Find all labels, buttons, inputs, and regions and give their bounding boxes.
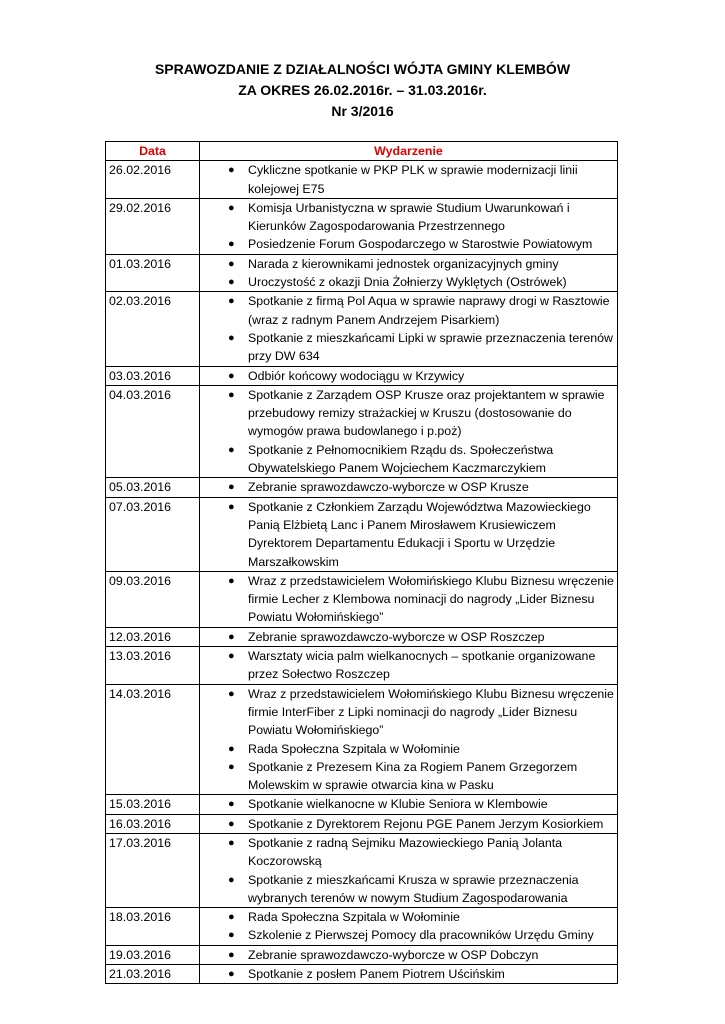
row-date: 15.03.2016 [106, 795, 200, 814]
table-row [106, 647, 618, 685]
event-text: Cykliczne spotkanie w PKP PLK w sprawie modernizacji linii kolejowej E75 [248, 163, 578, 196]
row-events [200, 571, 618, 627]
table-row [106, 627, 618, 646]
list-item [228, 740, 617, 758]
row-date: 21.03.2016 [106, 965, 200, 984]
row-date: 01.03.2016 [106, 254, 200, 292]
event-text: Spotkanie wielkanocne w Klubie Seniora w Klembowie [248, 797, 548, 812]
row-events [200, 647, 618, 685]
event-list [203, 908, 617, 945]
table-row [106, 571, 618, 627]
bullet-icon: ● [228, 836, 235, 849]
bullet-icon: ● [228, 574, 235, 587]
table-row [106, 198, 618, 254]
table-row [106, 833, 618, 907]
list-item [228, 161, 617, 198]
event-text: Spotkanie z Dyrektorem Rejonu PGE Panem Jerzym Kosiorkiem [248, 816, 604, 831]
row-events [200, 198, 618, 254]
event-text: Spotkanie z mieszkańcami Lipki w sprawie przeznaczenia terenów przy DW 634 [248, 330, 614, 364]
table-row [106, 292, 618, 366]
event-text: Posiedzenie Forum Gospodarczego w Starostwie Powiatowym [248, 237, 593, 252]
table-header-row [106, 142, 618, 161]
report-title [0, 59, 725, 122]
list-item [228, 498, 617, 571]
list-item [228, 647, 617, 684]
row-events [200, 908, 618, 946]
row-events [200, 385, 618, 477]
event-list [203, 815, 617, 833]
list-item [228, 965, 617, 983]
column-header-event: Wydarzenie [200, 142, 618, 161]
bullet-icon: ● [228, 164, 235, 177]
table-row [106, 684, 618, 795]
event-text: Uroczystość z okazji Dnia Żołnierzy Wyklętych (Ostrówek) [248, 275, 567, 290]
row-date: 09.03.2016 [106, 571, 200, 627]
row-date: 18.03.2016 [106, 908, 200, 946]
event-text: Warsztaty wicia palm wielkanocnych – spotkanie organizowane przez Sołectwo Roszczep [248, 649, 596, 682]
table-row [106, 965, 618, 984]
event-text: Wraz z przedstawicielem Wołomińskiego Klubu Biznesu wręczenie firmie InterFiber z Lipki nominacji do nagrody „Lider Biznesu Powiatu Wołomińskiego” [248, 686, 614, 738]
list-item [228, 871, 617, 908]
row-events [200, 684, 618, 795]
event-text: Spotkanie z Pełnomocnikiem Rządu ds. Społeczeństwa Obywatelskiego Panem Wojciechem Kaczmarczykiem [248, 442, 554, 476]
list-item [228, 946, 617, 964]
row-events [200, 254, 618, 292]
bullet-icon: ● [228, 443, 235, 456]
row-date: 13.03.2016 [106, 647, 200, 685]
row-events [200, 795, 618, 814]
events-table [105, 141, 618, 984]
event-list [203, 965, 617, 983]
bullet-icon: ● [228, 331, 235, 344]
bullet-icon: ● [228, 238, 235, 251]
table-row [106, 161, 618, 199]
title-line-3: Nr 3/2016 [331, 103, 394, 119]
bullet-icon: ● [228, 500, 235, 513]
event-text: Spotkanie z radną Sejmiku Mazowieckiego Panią Jolanta Koczorowską [248, 835, 563, 869]
event-text: Zebranie sprawozdawczo-wyborcze w OSP Dobczyn [248, 947, 539, 962]
event-text: Zebranie sprawozdawczo-wyborcze w OSP Krusze [248, 480, 529, 495]
title-line-1: SPRAWOZDANIE Z DZIAŁALNOŚCI WÓJTA GMINY KLEMBÓW [154, 61, 571, 77]
event-text: Odbiór końcowy wodociągu w Krzywicy [248, 368, 465, 383]
event-text: Spotkanie z mieszkańcami Krusza w sprawie przeznaczenia wybranych terenów w nowym Studium Zagospodarowania [248, 872, 579, 905]
row-date: 05.03.2016 [106, 478, 200, 497]
bullet-icon: ● [228, 760, 235, 773]
table-row [106, 945, 618, 964]
event-text: Wraz z przedstawicielem Wołomińskiego Klubu Biznesu wręczenie firmie Lecher z Klembowa nominacji do nagrody „Lider Biznesu Powiatu Wołomińskiego” [248, 573, 614, 625]
row-date: 02.03.2016 [106, 292, 200, 366]
event-list [203, 386, 617, 477]
row-date: 03.03.2016 [106, 366, 200, 385]
event-list [203, 834, 617, 907]
bullet-icon: ● [228, 257, 235, 270]
bullet-icon: ● [228, 388, 235, 401]
row-events [200, 497, 618, 571]
bullet-icon: ● [228, 650, 235, 663]
row-date: 14.03.2016 [106, 684, 200, 795]
bullet-icon: ● [228, 873, 235, 886]
row-events [200, 833, 618, 907]
row-events [200, 161, 618, 199]
bullet-icon: ● [228, 798, 235, 811]
event-text: Zebranie sprawozdawczo-wyborcze w OSP Roszczep [248, 629, 545, 644]
event-text: Komisja Urbanistyczna w sprawie Studium Uwarunkowań i Kierunków Zagospodarowania Przestrzennego [248, 200, 570, 234]
list-item [228, 255, 617, 273]
row-events [200, 627, 618, 646]
bullet-icon: ● [228, 929, 235, 942]
row-events [200, 945, 618, 964]
list-item [228, 478, 617, 496]
row-date: 17.03.2016 [106, 833, 200, 907]
list-item [228, 815, 617, 833]
row-date: 07.03.2016 [106, 497, 200, 571]
list-item [228, 199, 617, 236]
list-item [228, 441, 617, 478]
row-events [200, 366, 618, 385]
event-list [203, 647, 617, 684]
event-list [203, 199, 617, 254]
title-line-2: ZA OKRES 26.02.2016r. – 31.03.2016r. [238, 82, 487, 98]
bullet-icon: ● [228, 481, 235, 494]
row-date: 16.03.2016 [106, 814, 200, 833]
table-row [106, 497, 618, 571]
bullet-icon: ● [228, 276, 235, 289]
table-row [106, 254, 618, 292]
row-date: 12.03.2016 [106, 627, 200, 646]
event-list [203, 292, 617, 365]
list-item [228, 292, 617, 329]
event-text: Spotkanie z firmą Pol Aqua w sprawie naprawy drogi w Rasztowie (wraz z radnym Panem Andrzejem Pisarkiem) [248, 294, 610, 327]
row-events [200, 292, 618, 366]
event-list [203, 161, 617, 198]
bullet-icon: ● [228, 201, 235, 214]
list-item [228, 628, 617, 646]
event-list [203, 628, 617, 646]
list-item [228, 685, 617, 740]
list-item [228, 758, 617, 795]
row-date: 29.02.2016 [106, 198, 200, 254]
table-row [106, 795, 618, 814]
list-item [228, 908, 617, 926]
table-row [106, 478, 618, 497]
row-events [200, 965, 618, 984]
row-events [200, 814, 618, 833]
event-list [203, 685, 617, 795]
column-header-date: Data [106, 142, 200, 161]
table-row [106, 908, 618, 946]
list-item [228, 235, 617, 253]
table-row [106, 366, 618, 385]
list-item [228, 926, 617, 944]
row-events [200, 478, 618, 497]
event-text: Spotkanie z Zarządem OSP Krusze oraz projektantem w sprawie przebudowy remizy strażackiej w Kruszu (dostosowanie do wymogów prawa budowlanego i p.poż) [248, 387, 605, 439]
row-date: 19.03.2016 [106, 945, 200, 964]
event-list [203, 255, 617, 292]
event-list [203, 946, 617, 964]
bullet-icon: ● [228, 687, 235, 700]
event-text: Rada Społeczna Szpitala w Wołominie [248, 910, 460, 925]
event-list [203, 795, 617, 813]
list-item [228, 834, 617, 871]
list-item [228, 329, 617, 366]
row-date: 26.02.2016 [106, 161, 200, 199]
list-item [228, 367, 617, 385]
bullet-icon: ● [228, 742, 235, 755]
event-text: Rada Społeczna Szpitala w Wołominie [248, 741, 460, 756]
bullet-icon: ● [228, 817, 235, 830]
bullet-icon: ● [228, 948, 235, 961]
table-row [106, 385, 618, 477]
event-text: Spotkanie z posłem Panem Piotrem Uścińskim [248, 967, 505, 982]
event-text: Spotkanie z Członkiem Zarządu Województwa Mazowieckiego Panią Elżbietą Lanc i Panem Mirosławem Krusiewiczem Dyrektorem Departamentu Edukacji i Sportu w Urzędzie Marszałkowskim [248, 499, 591, 569]
event-list [203, 498, 617, 571]
event-list [203, 572, 617, 627]
bullet-icon: ● [228, 911, 235, 924]
bullet-icon: ● [228, 968, 235, 981]
event-text: Spotkanie z Prezesem Kina za Rogiem Panem Grzegorzem Molewskim w sprawie otwarcia kina w Pasku [248, 759, 578, 793]
bullet-icon: ● [228, 630, 235, 643]
list-item [228, 572, 617, 627]
bullet-icon: ● [228, 295, 235, 308]
list-item [228, 386, 617, 441]
event-text: Szkolenie z Pierwszej Pomocy dla pracowników Urzędu Gminy [248, 928, 594, 943]
row-date: 04.03.2016 [106, 385, 200, 477]
bullet-icon: ● [228, 369, 235, 382]
event-list [203, 367, 617, 385]
table-row [106, 814, 618, 833]
event-list [203, 478, 617, 496]
list-item [228, 273, 617, 291]
event-text: Narada z kierownikami jednostek organizacyjnych gminy [248, 256, 559, 271]
list-item [228, 795, 617, 813]
